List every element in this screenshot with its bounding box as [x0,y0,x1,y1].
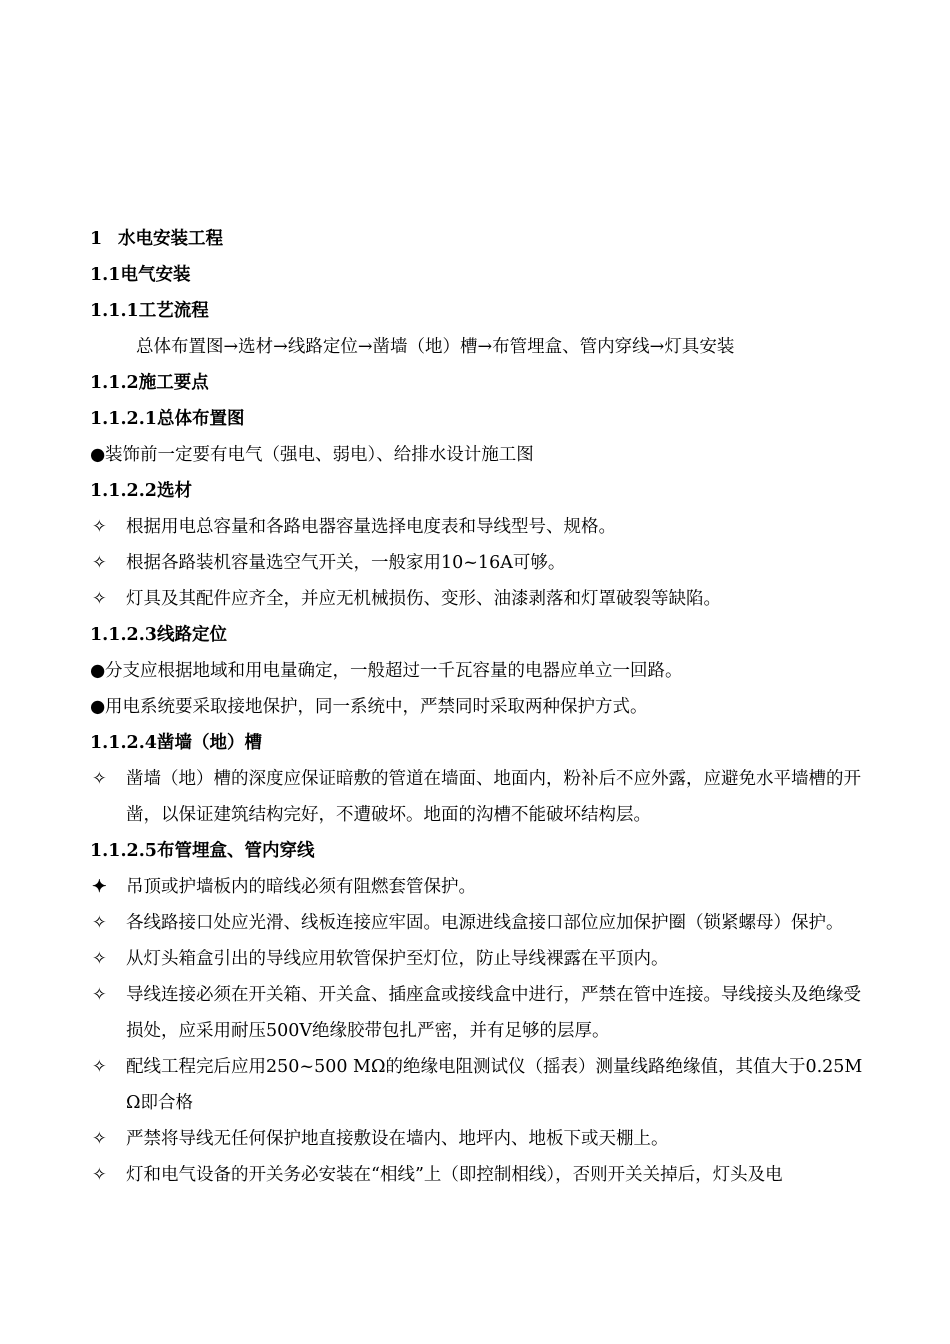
heading-1 [90,221,875,257]
list-item [90,653,875,689]
document-content [90,221,875,1193]
list-item [90,545,875,581]
list-item-text: 用电系统要采取接地保护，同一系统中，严禁同时采取两种保护方式。 [105,697,648,717]
diamond-bullet-icon: ✧ [92,589,107,609]
heading-1-number: 1 [90,229,103,249]
bullet-dot-icon: ● [90,697,106,717]
list-item [90,689,875,725]
list-item [90,977,875,1049]
list-item [90,1121,875,1157]
list-item-text: 灯和电气设备的开关务必安装在“相线”上（即控制相线），否则开关关掉后，灯头及电 [126,1165,783,1185]
diamond-bullet-icon: ✧ [92,1165,107,1185]
list-item [90,761,875,833]
diamond-bullet-icon: ✧ [92,913,107,933]
bold-diamond-bullet-icon: ✦ [92,877,107,897]
list-item-text: 根据用电总容量和各路电器容量选择电度表和导线型号、规格。 [126,517,616,537]
section-title: 1.1.2.2选材 [90,481,192,501]
list-item [90,581,875,617]
diamond-bullet-icon: ✧ [92,949,107,969]
list-item-text: 导线连接必须在开关箱、开关盒、插座盒或接线盒中进行，严禁在管中连接。导线接头及绝缘受损处，应采用耐压500V绝缘胶带包扎严密，并有足够的层厚。 [126,985,861,1041]
list-item [90,1157,875,1193]
list-item [90,905,875,941]
list-item-text: 严禁将导线无任何保护地直接敷设在墙内、地坪内、地板下或天棚上。 [126,1129,669,1149]
section-title: 1.1.2.3线路定位 [90,625,227,645]
bullet-dot-icon: ● [90,445,106,465]
list-item [90,437,875,473]
list-item [90,509,875,545]
diamond-bullet-icon: ✧ [92,985,107,1005]
list-item-text: 各线路接口处应光滑、线板连接应牢固。电源进线盒接口部位应加保护圈（锁紧螺母）保护。 [126,913,844,933]
heading-1-text: 水电安装工程 [118,229,223,249]
list-item [90,941,875,977]
process-flow-text: 总体布置图→选材→线路定位→凿墙（地）槽→布管埋盒、管内穿线→灯具安装 [136,337,735,357]
list-item-text: 装饰前一定要有电气（强电、弱电）、给排水设计施工图 [105,445,534,465]
bullet-dot-icon: ● [90,661,106,681]
diamond-bullet-icon: ✧ [92,517,107,537]
list-item-text: 分支应根据地域和用电量确定，一般超过一千瓦容量的电器应单立一回路。 [105,661,683,681]
heading-1-1-1: 1.1.1工艺流程 [90,301,209,321]
diamond-bullet-icon: ✧ [92,769,107,789]
diamond-bullet-icon: ✧ [92,1057,107,1077]
list-item-text: 从灯头箱盒引出的导线应用软管保护至灯位，防止导线裸露在平顶内。 [126,949,669,969]
diamond-bullet-icon: ✧ [92,1129,107,1149]
section-title: 1.1.2.4凿墙（地）槽 [90,733,262,753]
list-item-text: 凿墙（地）槽的深度应保证暗敷的管道在墙面、地面内，粉补后不应外露，应避免水平墙槽的开凿，以保证建筑结构完好，不遭破坏。地面的沟槽不能破坏结构层。 [126,769,861,825]
list-item-text: 根据各路装机容量选空气开关，一般家用10~16A可够。 [126,553,566,573]
section-title: 1.1.2.5布管埋盒、管内穿线 [90,841,315,861]
list-item [90,869,875,905]
heading-1-1-2: 1.1.2施工要点 [90,373,209,393]
list-item [90,1049,875,1121]
list-item-text: 吊顶或护墙板内的暗线必须有阻燃套管保护。 [126,877,476,897]
diamond-bullet-icon: ✧ [92,553,107,573]
heading-1-1: 1.1电气安装 [90,265,191,285]
list-item-text: 配线工程完后应用250~500 MΩ的绝缘电阻测试仪（摇表）测量线路绝缘值，其值大于0.25MΩ即合格 [126,1057,863,1113]
section-title: 1.1.2.1总体布置图 [90,409,245,429]
list-item-text: 灯具及其配件应齐全，并应无机械损伤、变形、油漆剥落和灯罩破裂等缺陷。 [126,589,721,609]
